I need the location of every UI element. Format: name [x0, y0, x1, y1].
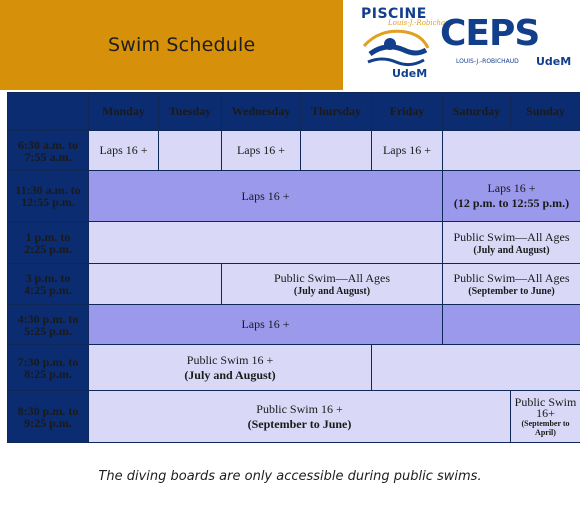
schedule-row	[8, 305, 580, 345]
piscine-logo-script: Louis-J.-Robichaud	[388, 19, 455, 27]
schedule-cell	[443, 305, 580, 345]
piscine-logo-word: PISCINE	[361, 6, 427, 22]
day-header-tuesday: Tuesday	[159, 93, 222, 131]
schedule-cell: Laps 16 +	[89, 131, 159, 171]
schedule-row	[8, 345, 580, 391]
schedule-cell: Public Swim—All Ages (September to June)	[443, 264, 580, 305]
time-slot: 1 p.m. to 2:25 p.m.	[8, 222, 89, 264]
schedule-cell: Laps 16 +	[89, 305, 443, 345]
schedule-cell: Laps 16 +	[89, 171, 443, 222]
schedule-row	[8, 391, 580, 443]
schedule-cell: Public Swim 16 + (September to June)	[89, 391, 511, 443]
time-slot: 3 p.m. to 4:25 p.m.	[8, 264, 89, 305]
schedule-cell	[89, 222, 443, 264]
schedule-cell	[89, 264, 222, 305]
schedule-row	[8, 131, 580, 171]
schedule-cell: Laps 16 + (12 p.m. to 12:55 p.m.)	[443, 171, 580, 222]
time-slot: 8:30 p.m. to 9:25 p.m.	[8, 391, 89, 443]
page-title: Swim Schedule	[108, 34, 256, 56]
swimmer-logo-icon	[360, 22, 432, 68]
schedule-cell: Laps 16 +	[372, 131, 443, 171]
title-banner	[0, 0, 343, 90]
day-header-row	[8, 93, 580, 131]
schedule-table	[7, 92, 580, 443]
time-slot: 6:30 a.m. to 7:55 a.m.	[8, 131, 89, 171]
day-header-monday: Monday	[89, 93, 159, 131]
ceps-udem-mark: UdeM	[536, 55, 572, 68]
day-header-thursday: Thursday	[301, 93, 372, 131]
day-header-saturday: Saturday	[443, 93, 511, 131]
footer-note: The diving boards are only accessible during public swims.	[98, 469, 482, 484]
schedule-cell	[443, 131, 580, 171]
schedule-row	[8, 171, 580, 222]
corner-cell	[8, 93, 89, 131]
day-header-sunday: Sunday	[511, 93, 580, 131]
day-header-wednesday: Wednesday	[222, 93, 301, 131]
schedule-cell: Public Swim 16+ (September to April)	[511, 391, 580, 443]
schedule-cell: Public Swim—All Ages (July and August)	[222, 264, 443, 305]
schedule-row	[8, 264, 580, 305]
ceps-logo-word: CEPS	[440, 13, 540, 54]
schedule-cell: Public Swim—All Ages (July and August)	[443, 222, 580, 264]
ceps-logo-subtitle: LOUIS-J.-ROBICHAUD	[456, 58, 519, 65]
schedule-cell	[301, 131, 372, 171]
day-header-friday: Friday	[372, 93, 443, 131]
schedule-cell: Laps 16 +	[222, 131, 301, 171]
piscine-udem-mark: UdeM	[392, 67, 428, 80]
time-slot: 7:30 p.m. to 8:25 p.m.	[8, 345, 89, 391]
schedule-cell	[372, 345, 580, 391]
schedule-cell	[159, 131, 222, 171]
schedule-cell: Public Swim 16 + (July and August)	[89, 345, 372, 391]
schedule-row	[8, 222, 580, 264]
time-slot: 11:30 a.m. to 12:55 p.m.	[8, 171, 89, 222]
time-slot: 4:30 p.m. to 5:25 p.m.	[8, 305, 89, 345]
